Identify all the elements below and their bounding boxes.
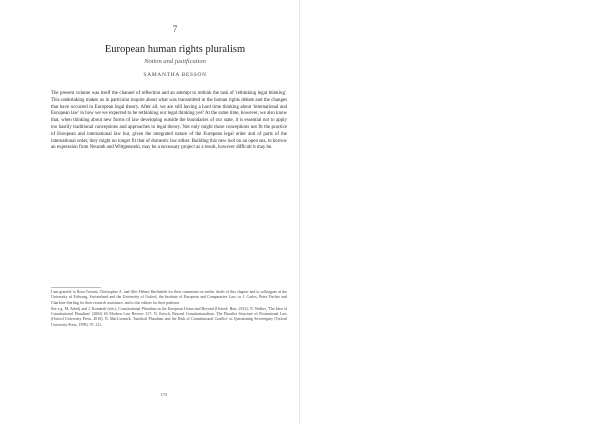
page-number-left: 170: [160, 392, 167, 397]
chapter-author: SAMANTHA BESSON: [143, 72, 207, 78]
footnote-rule: [51, 287, 101, 288]
footnote: See e.g. M. Avbelj and J. Komárek (eds.), Constitutional Pluralism in the European Union and Beyond (Oxford: Hart, 2012); N. Walker, 'The Idea of Constitutional Pluralism' (2002) 65 Modern Law Review 317; N. Krisch, Beyond Constitutionalism: The Pluralist Structure of Postnational Law (Oxford University Press, 2010); N. MacCormick, 'Juridical Pluralism and the Risk of Constitutional Conflict' in Questioning Sovereignty (Oxford University Press, 1999), 97–121.: [51, 306, 287, 327]
left-body-text: [51, 91, 287, 152]
chapter-subtitle: Notion and justification: [144, 58, 206, 65]
chapter-number: 7: [172, 24, 178, 34]
footnote: I am grateful to Rosa Torsten, Christopher A. and Alec Hebert Harthaleth for their comments on earlier drafts of this chapter and to colleagues at the University of Fribourg, Switzerland and the University of Oxford, the Institute of European and Comparative Law; to J. Carlos, Peter Fischer and Charlotte Sterling for their research assistance, and to the editors for their patience.: [51, 290, 287, 305]
paragraph: The present volume was itself the channel of reflection and an attempt to rethink the task of 'rethinking legal thinking'. This undertaking makes us in particular inquire about what was transmitted in the human rights debate and the changes that have occurred in European legal theory. After all, we are still having a hard time thinking about 'international and European law' in how we we expected to be rethinking our legal thinking yet? At the same time, however, we also know that, when thinking about new forms of law developing outside the boundaries of our state, it is essential not to apply too hastily traditional conceptions and approaches to legal theory. Not only might those conceptions not fit the practice of European and international law but, given the integrated nature of the European legal order and of parts of the international order, they might no longer fit that of domestic law either. Building this new tool on an open sea, to borrow an expression from Neurath and Wittgenstein, may be a necessary project as a result, however difficult it may be.: [51, 91, 287, 151]
left-footnotes: [51, 290, 287, 329]
right-page: [300, 0, 600, 424]
chapter-title: European human rights pluralism: [104, 44, 246, 55]
